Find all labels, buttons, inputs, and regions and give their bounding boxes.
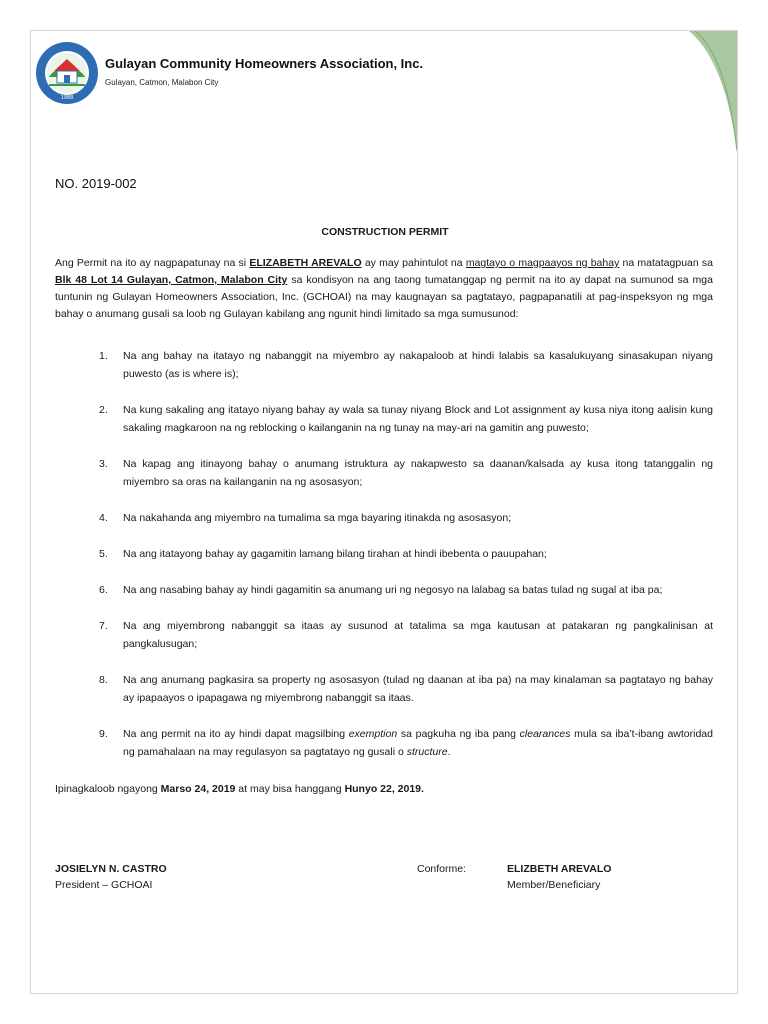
condition-item: 8. Na ang anumang pagkasira sa property ng asosasyon (tulad ng daanan at iba pa) na may kinalaman sa pagtatayo ng bahay ay ipapaayos o ipapagawa ng miyembrong nabanggit sa itaas. xyxy=(99,674,713,704)
member-signatory-name: ELIZBETH AREVALO xyxy=(507,863,612,875)
member-signatory-title: Member/Beneficiary xyxy=(507,879,601,891)
condition-item: 7. Na ang miyembrong nabanggit sa itaas ay susunod at tatalima sa mga kautusan at patakaran ng pangkalinisan at pangkalusugan; xyxy=(99,620,713,650)
condition-item: 5. Na ang itatayong bahay ay gagamitin lamang bilang tirahan at hindi ibebenta o pauupahan; xyxy=(99,548,547,560)
property-location: Blk 48 Lot 14 Gulayan, Catmon, Malabon City xyxy=(55,274,288,286)
conditions-list xyxy=(55,347,713,779)
organization-name: Gulayan Community Homeowners Association, Inc. xyxy=(105,56,424,71)
valid-until-date: Hunyo 22, 2019. xyxy=(344,783,424,795)
document-page xyxy=(30,30,738,994)
corner-decoration xyxy=(689,31,737,151)
member-signature-block xyxy=(507,861,611,893)
intro-paragraph: Ang Permit na ito ay nagpapatunay na si ELIZABETH AREVALO ay may pahintulot na magtayo o magpaayos ng bahay na matatagpuan sa Blk 48 Lot 14 Gulayan, Catmon, Malabon City sa kondisyon na ang taong tumatanggap ng permit na ito ay dapat na sumunod sa mga tuntunin ng Gulayan Homeowners Association, Inc. (GCHOAI) na may kaugnayan sa pagtatayo, pagpapanatili at pag-inspeksyon ng mga bahay o anumang gusali sa loob ng Gulayan kabilang ang ngunit hindi limitado sa mga sumusunod: xyxy=(55,257,714,320)
permit-number: NO. 2019-002 xyxy=(55,176,137,191)
permit-purpose: magtayo o magpaayos ng bahay xyxy=(465,257,620,269)
president-name: JOSIELYN N. CASTRO xyxy=(55,863,167,875)
conforme-label: Conforme: xyxy=(417,863,467,875)
condition-item: 9. Na ang permit na ito ay hindi dapat magsilbing exemption sa pagkuha ng iba pang clearances mula sa iba’t-ibang awtoridad ng pamahalaan na may regulasyon sa pagtatayo ng gusali o structure. xyxy=(99,728,713,758)
condition-item: 3. Na kapag ang itinayong bahay o anumang istruktura ay nakapwesto sa daanan/kalsada ay kusa itong tatanggalin ng miyembro sa oras na kailanganin na ng asosasyon; xyxy=(99,458,713,488)
condition-item: 4. Na nakahanda ang miyembro na tumalima sa mga bayaring itinakda ng asosasyon; xyxy=(99,512,512,524)
document-title: CONSTRUCTION PERMIT xyxy=(321,226,449,238)
president-title: President – GCHOAI xyxy=(55,879,153,891)
condition-item: 1. Na ang bahay na itatayo ng nabanggit na miyembro ay nakapaloob at hindi lalabis sa kasalukuyang sinasakupan niyang puwesto (as is where is); xyxy=(99,350,713,380)
logo-year: 1988 xyxy=(60,95,74,101)
organization-address: Gulayan, Catmon, Malabon City xyxy=(105,78,219,87)
validity-statement: Ipinagkaloob ngayong Marso 24, 2019 at may bisa hanggang Hunyo 22, 2019. xyxy=(55,783,424,795)
condition-item: 2. Na kung sakaling ang itatayo niyang bahay ay wala sa tunay niyang Block and Lot assignment ay kusa niya itong aalisin kung sakaling magkaroon na ng reblocking o kailanganin na ng tunay na may-ari na gamitin ang puwesto; xyxy=(99,404,713,434)
member-name: ELIZABETH AREVALO xyxy=(249,257,362,269)
issue-date: Marso 24, 2019 xyxy=(160,783,236,795)
condition-item: 6. Na ang nasabing bahay ay hindi gagamitin sa anumang uri ng negosyo na lalabag sa batas tulad ng sugal at iba pa; xyxy=(99,584,663,596)
president-signature-block xyxy=(55,861,167,893)
association-logo-icon xyxy=(35,41,99,105)
